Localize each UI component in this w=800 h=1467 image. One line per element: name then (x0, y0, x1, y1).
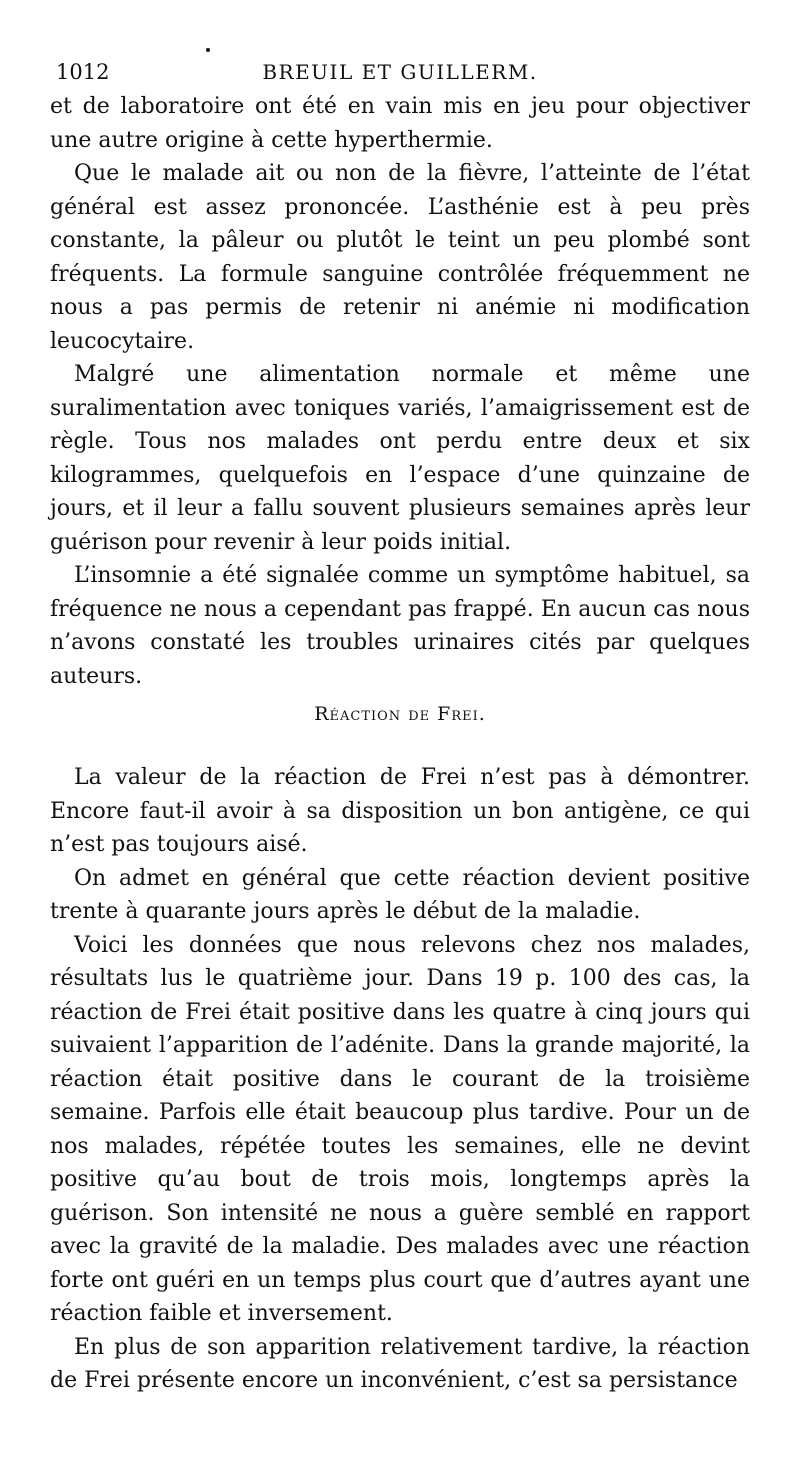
paragraph-insomnia: L’insomnie a été signalée comme un symptôme habituel, sa fréquence ne nous a cependant pas frappé. En aucun cas nous n’avons constaté les troubles urinaires cités par quelques auteurs. (50, 563, 750, 689)
page-number: 1012 (56, 60, 110, 84)
paragraph-frei-data: Voici les données que nous relevons chez nos malades, résultats lus le quatrième jour. Dans 19 p. 100 des cas, la réaction de Frei était positive dans les quatre à cinq jours qui suivaient l’apparition de l’adénite. Dans la grande majorité, la réaction était positive dans le courant de la troisième semaine. Parfois elle était beaucoup plus tardive. Pour un de nos malades, répétée toutes les semaines, elle ne devint positive qu’au bout de trois mois, longtemps après la guérison. Son intensité ne nous a guère semblé en rapport avec la gravité de la maladie. Des malades avec une réaction forte ont guéri en un temps plus court que d’autres ayant une réaction faible et inversement. (50, 932, 750, 1326)
paragraph-frei-value: La valeur de la réaction de Frei n’est pas à démontrer. Encore faut-il avoir à sa disposition un bon antigène, ce qui n’est pas toujours aisé. (50, 765, 750, 857)
section-heading: Réaction de Frei. (314, 703, 486, 725)
paragraph-frei-persistence: En plus de son apparition relativement tardive, la réaction de Frei présente encore un inconvénient, c’est sa persistance (50, 1334, 750, 1393)
ink-speck (206, 48, 210, 52)
book-page (50, 54, 750, 1398)
running-title: BREUIL ET GUILLERM. (262, 60, 538, 84)
paragraph-frei-timing: On admet en général que cette réaction devient positive trente à quarante jours après le début de la maladie. (50, 865, 750, 924)
paragraph-continued: et de laboratoire ont été en vain mis en jeu pour objectiver une autre origine à cette hyperthermie. (50, 94, 750, 153)
paragraph-general-state: Que le malade ait ou non de la fièvre, l’atteinte de l’état général est assez prononcée. L’asthénie est à peu près constante, la pâleur ou plutôt le teint un peu plombé sont fréquents. La formule sanguine contrôlée fréquemment ne nous a pas permis de retenir ni anémie ni modification leucocytaire. (50, 161, 750, 354)
running-head (50, 54, 750, 90)
paragraph-weight-loss: Malgré une alimentation normale et même une suralimentation avec toniques variés, l’amaigrissement est de règle. Tous nos malades ont perdu entre deux et six kilogrammes, quelquefois en l’espace d’une quinzaine de jours, et il leur a fallu souvent plusieurs semaines après leur guérison pour revenir à leur poids initial. (50, 362, 750, 555)
